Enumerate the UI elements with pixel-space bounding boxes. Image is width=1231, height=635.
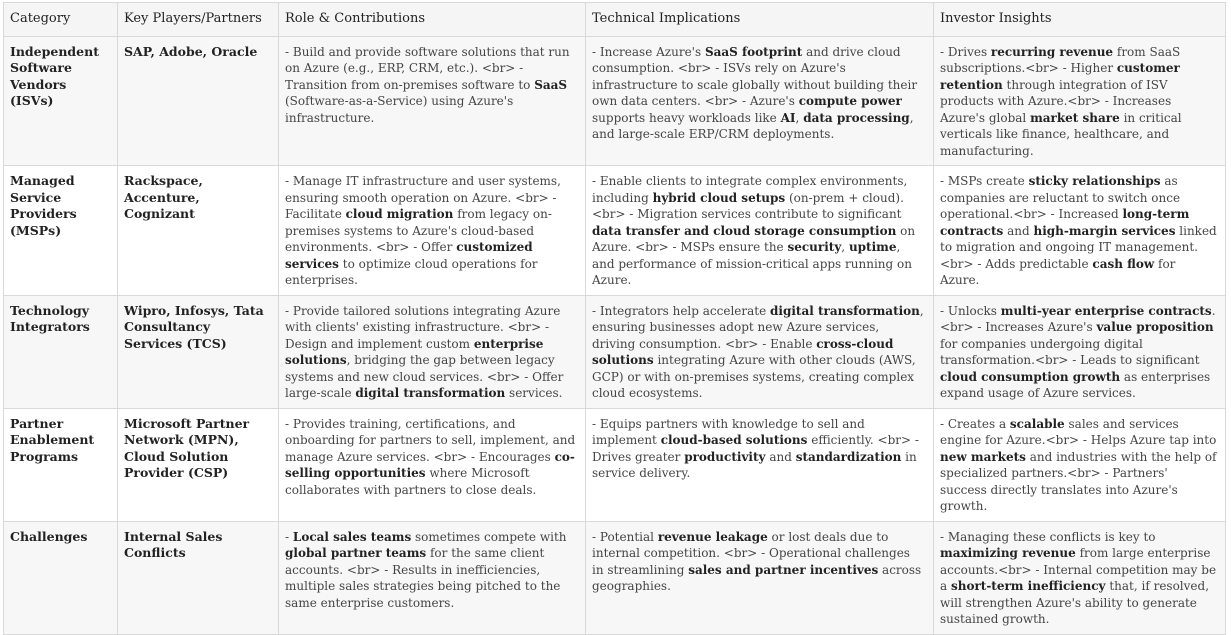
investor-cell: - Unlocks multi-year enterprise contracts.<br> - Increases Azure's value proposition for companies undergoing digital transformation.<br> - Leads to significant cloud consumption growth as enterprises expand usage of Azure services. <box>934 295 1226 408</box>
bold-phrase: cash flow <box>1092 256 1155 271</box>
category-cell: Challenges <box>4 521 118 634</box>
bold-phrase: digital transformation <box>355 386 506 400</box>
bold-phrase: short-term inefficiency <box>950 579 1106 593</box>
role-cell: - Manage IT infrastructure and user systems, ensuring smooth operation on Azure. <br> - Facilitate cloud migration from legacy on-premises systems to Azure's cloud-based environments. <br> - Offer customized services to optimize cloud operations for enterprises. <box>279 166 586 296</box>
investor-cell: - Drives recurring revenue from SaaS subscriptions.<br> - Higher customer retention through integration of ISV products with Azure.<br> - Increases Azure's global market share in critical verticals like finance, healthcare, and manufacturing. <box>934 36 1226 166</box>
bold-phrase: market share <box>1030 110 1120 125</box>
technical-cell: - Equips partners with knowledge to sell and implement cloud-based solutions efficiently. <br> - Drives greater productivity and standardization in service delivery. <box>586 408 934 521</box>
bold-phrase: customer retention <box>940 61 1180 92</box>
bold-phrase: sticky relationships <box>1028 174 1161 188</box>
role-cell: - Provide tailored solutions integrating Azure with clients' existing infrastructure. <br> - Design and implement custom enterprise solutions, bridging the gap between legacy systems and new cloud services. <br> - Offer large-scale digital transformation services. <box>279 295 586 408</box>
bold-phrase: co-selling opportunities <box>285 449 575 480</box>
table-row <box>4 408 1226 521</box>
bold-phrase: value proposition <box>1096 320 1214 334</box>
bold-phrase: SaaS footprint <box>704 44 803 59</box>
investor-cell: - Managing these conflicts is key to maximizing revenue from large enterprise accounts.<br> - Internal competition may be a short-term inefficiency that, if resolved, will strengthen Azure's ability to generate sustained growth. <box>934 521 1226 634</box>
bold-phrase: cloud-based solutions <box>660 433 808 447</box>
investor-cell: - MSPs create sticky relationships as companies are reluctant to switch once operational.<br> - Increased long-term contracts and high-margin services linked to migration and ongoing IT management.<br> - Adds predictable cash flow for Azure. <box>934 166 1226 296</box>
role-cell: - Local sales teams sometimes compete with global partner teams for the same client accounts. <br> - Results in inefficiencies, multiple sales strategies being pitched to the same enterprise customers. <box>279 521 586 634</box>
bold-phrase: uptime <box>848 240 897 254</box>
header-investor-insights: Investor Insights <box>934 3 1226 37</box>
bold-phrase: maximizing revenue <box>940 546 1076 560</box>
technical-cell: - Integrators help accelerate digital transformation, ensuring businesses adopt new Azure services, driving consumption. <br> - Enable cross-cloud solutions integrating Azure with other clouds (AWS, GCP) or with on-premises systems, creating complex cloud ecosystems. <box>586 295 934 408</box>
players-cell: Wipro, Infosys, Tata Consultancy Services (TCS) <box>118 295 279 408</box>
bold-phrase: cross-cloud solutions <box>592 336 894 367</box>
bold-phrase: hybrid cloud setups <box>652 190 786 205</box>
technical-cell: - Increase Azure's SaaS footprint and drive cloud consumption. <br> - ISVs rely on Azure's infrastructure to scale globally without building their own data centers. <br> - Azure's compute power supports heavy workloads like AI, data processing, and large-scale ERP/CRM deployments. <box>586 36 934 166</box>
bold-phrase: high-margin services <box>1033 223 1176 238</box>
bold-phrase: compute power <box>798 94 902 108</box>
bold-phrase: customized services <box>285 240 533 271</box>
bold-phrase: global partner teams <box>285 546 427 560</box>
players-cell: Microsoft Partner Network (MPN), Cloud Solution Provider (CSP) <box>118 408 279 521</box>
players-cell: Internal Sales Conflicts <box>118 521 279 634</box>
bold-phrase: multi-year enterprise contracts <box>1000 303 1212 318</box>
role-cell: - Build and provide software solutions that run on Azure (e.g., ERP, CRM, etc.). <br> - Transition from on-premises software to SaaS (Software-as-a-Service) using Azure's infrastructure. <box>279 36 586 166</box>
role-cell: - Provides training, certifications, and onboarding for partners to sell, implement, and manage Azure services. <br> - Encourages co-selling opportunities where Microsoft collaborates with partners to close deals. <box>279 408 586 521</box>
bold-phrase: enterprise solutions <box>285 336 544 367</box>
category-cell: Managed Service Providers (MSPs) <box>4 166 118 296</box>
investor-cell: - Creates a scalable sales and services engine for Azure.<br> - Helps Azure tap into new markets and industries with the help of specialized partners.<br> - Partners' success directly translates into Azure's growth. <box>934 408 1226 521</box>
players-cell: Rackspace, Accenture, Cognizant <box>118 166 279 296</box>
bold-phrase: data transfer and cloud storage consumption <box>592 223 897 238</box>
bold-phrase: digital transformation <box>770 303 920 318</box>
bold-phrase: AI <box>780 110 796 125</box>
header-technical-implications: Technical Implications <box>586 3 934 37</box>
bold-phrase: cloud consumption growth <box>940 369 1121 384</box>
comparison-table <box>3 2 1226 635</box>
table-header-row <box>4 3 1226 37</box>
category-cell: Partner Enablement Programs <box>4 408 118 521</box>
bold-phrase: cloud migration <box>345 207 454 221</box>
category-cell: Technology Integrators <box>4 295 118 408</box>
bold-phrase: sales and partner incentives <box>688 562 879 577</box>
header-role-contributions: Role & Contributions <box>279 3 586 37</box>
table-row <box>4 295 1226 408</box>
table-row <box>4 36 1226 166</box>
table-row <box>4 521 1226 634</box>
bold-phrase: Local sales teams <box>292 529 412 544</box>
bold-phrase: new markets <box>940 449 1026 464</box>
players-cell: SAP, Adobe, Oracle <box>118 36 279 166</box>
bold-phrase: standardization <box>795 449 902 464</box>
technical-cell: - Potential revenue leakage or lost deals due to internal competition. <br> - Operational challenges in streamlining sales and partner incentives across geographies. <box>586 521 934 634</box>
technical-cell: - Enable clients to integrate complex environments, including hybrid cloud setups (on-prem + cloud). <br> - Migration services contribute to significant data transfer and cloud storage consumption on Azure. <br> - MSPs ensure the security, uptime, and performance of mission-critical apps running on Azure. <box>586 166 934 296</box>
bold-phrase: security <box>787 240 842 254</box>
bold-phrase: revenue leakage <box>657 529 768 544</box>
bold-phrase: recurring revenue <box>990 44 1114 59</box>
bold-phrase: scalable <box>1009 416 1065 431</box>
bold-phrase: SaaS <box>534 77 568 92</box>
header-key-players: Key Players/Partners <box>118 3 279 37</box>
bold-phrase: productivity <box>684 449 766 464</box>
header-category: Category <box>4 3 118 37</box>
bold-phrase: long-term contracts <box>940 207 1190 238</box>
table-row <box>4 166 1226 296</box>
bold-phrase: data processing <box>803 110 910 125</box>
category-cell: Independent Software Vendors (ISVs) <box>4 36 118 166</box>
